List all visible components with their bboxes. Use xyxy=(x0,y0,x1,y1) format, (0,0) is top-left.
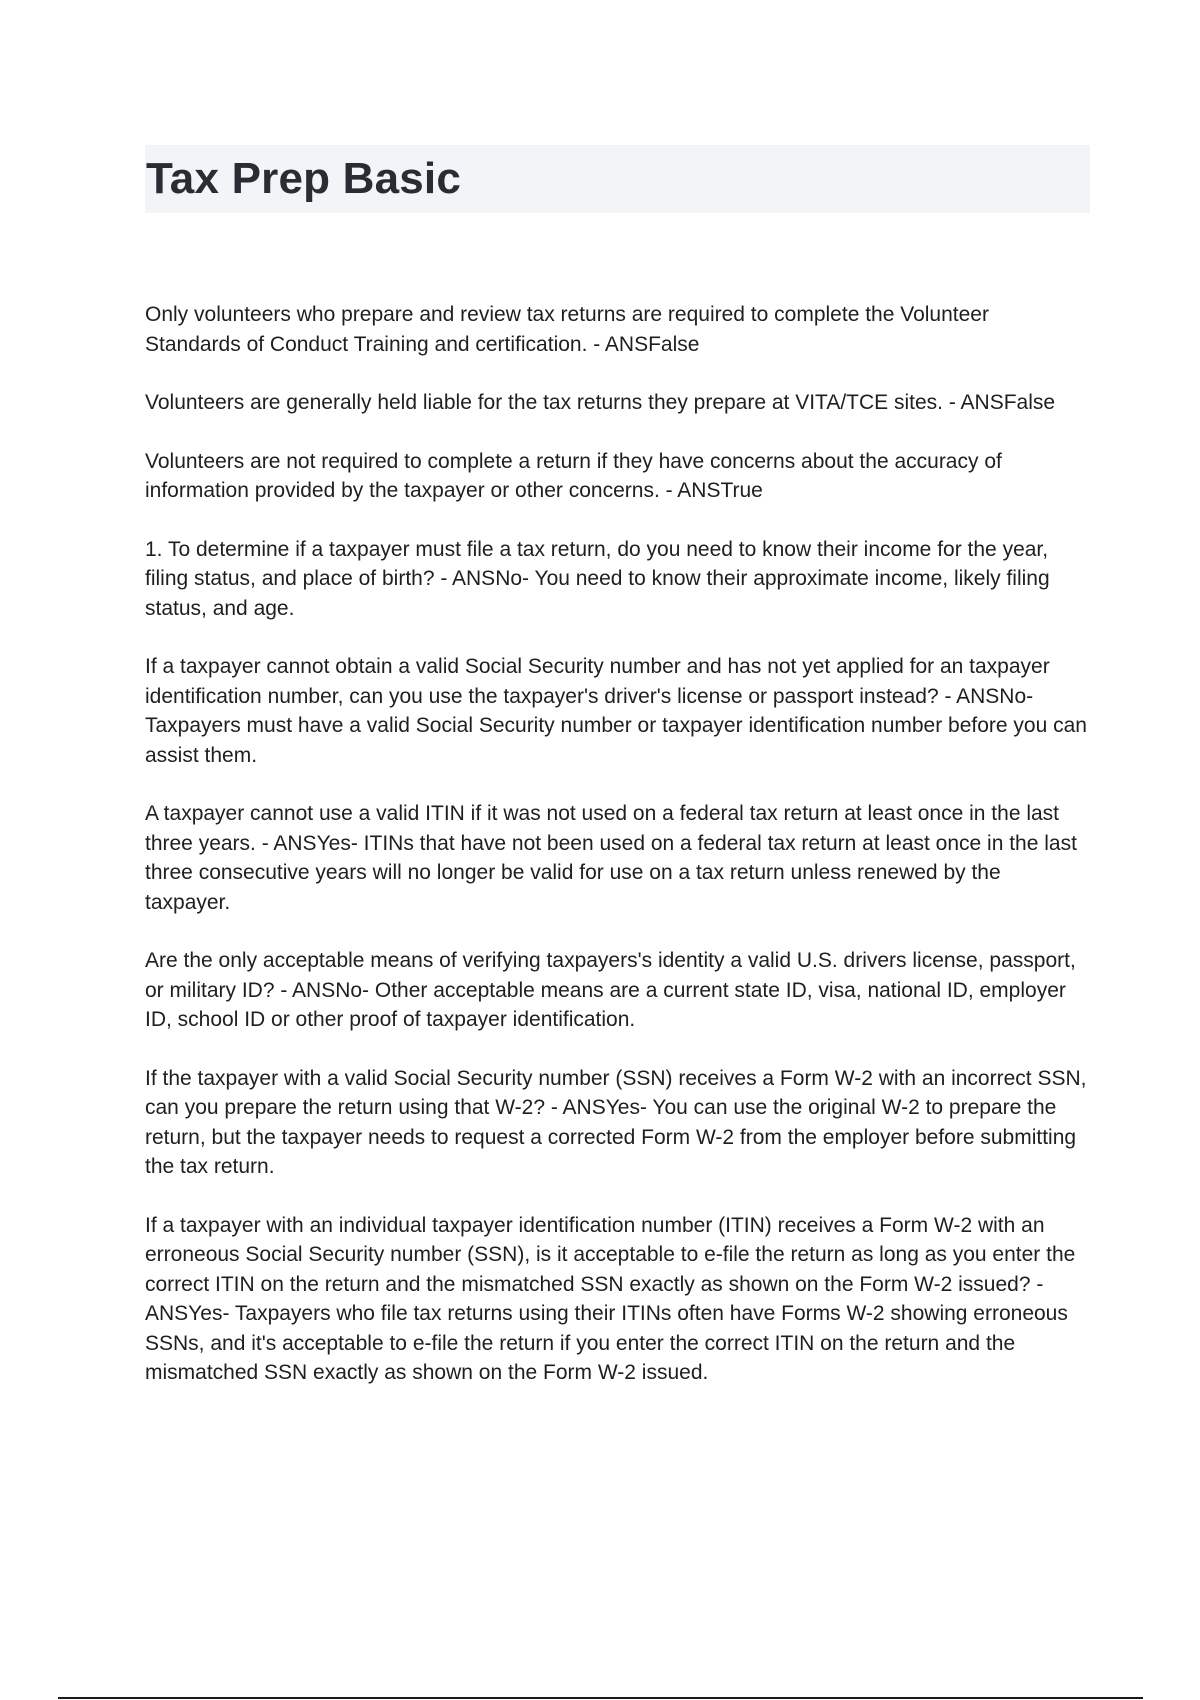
title-banner xyxy=(145,145,1090,213)
qa-item: Only volunteers who prepare and review tax returns are required to complete the Volunteer Standards of Conduct Training and certification. - ANSFalse xyxy=(145,303,989,356)
qa-item: If a taxpayer cannot obtain a valid Social Security number and has not yet applied for an taxpayer identification number, can you use the taxpayer's driver's license or passport instead? - ANSNo- Taxpayers must have a valid Social Security number or taxpayer identification number before you can assist them. xyxy=(145,655,1087,767)
footer-divider xyxy=(58,1697,1143,1699)
qa-item: If a taxpayer with an individual taxpayer identification number (ITIN) receives a Form W-2 with an erroneous Social Security number (SSN), is it acceptable to e-file the return as long as you enter the correct ITIN on the return and the mismatched SSN exactly as shown on the Form W-2 issued? - ANSYes- Taxpayers who file tax returns using their ITINs often have Forms W-2 showing erroneous SSNs, and it's acceptable to e-file the return if you enter the correct ITIN on the return and the mismatched SSN exactly as shown on the Form W-2 issued. xyxy=(145,1213,1076,1384)
qa-item: 1. To determine if a taxpayer must file a tax return, do you need to know their income for the year, filing status, and place of birth? - ANSNo- You need to know their approximate income, likely filing status, and age. xyxy=(145,537,1050,620)
qa-item: If the taxpayer with a valid Social Security number (SSN) receives a Form W-2 with an incorrect SSN, can you prepare the return using that W-2? - ANSYes- You can use the original W-2 to prepare the return, but the taxpayer needs to request a corrected Form W-2 from the employer before submitting the tax return. xyxy=(145,1066,1087,1178)
qa-list xyxy=(145,300,1090,1417)
qa-item: A taxpayer cannot use a valid ITIN if it was not used on a federal tax return at least once in the last three years. - ANSYes- ITINs that have not been used on a federal tax return at least once in the last three consecutive years will no longer be valid for use on a tax return unless renewed by the taxpayer. xyxy=(145,802,1077,914)
qa-item: Are the only acceptable means of verifying taxpayers's identity a valid U.S. drivers license, passport, or military ID? - ANSNo- Other acceptable means are a current state ID, visa, national ID, employer ID, school ID or other proof of taxpayer identification. xyxy=(145,949,1076,1031)
page-title: Tax Prep Basic xyxy=(146,154,462,203)
qa-item: Volunteers are generally held liable for the tax returns they prepare at VITA/TCE sites. - ANSFalse xyxy=(145,391,1056,414)
qa-item: Volunteers are not required to complete a return if they have concerns about the accuracy of information provided by the taxpayer or other concerns. - ANSTrue xyxy=(145,449,1002,502)
